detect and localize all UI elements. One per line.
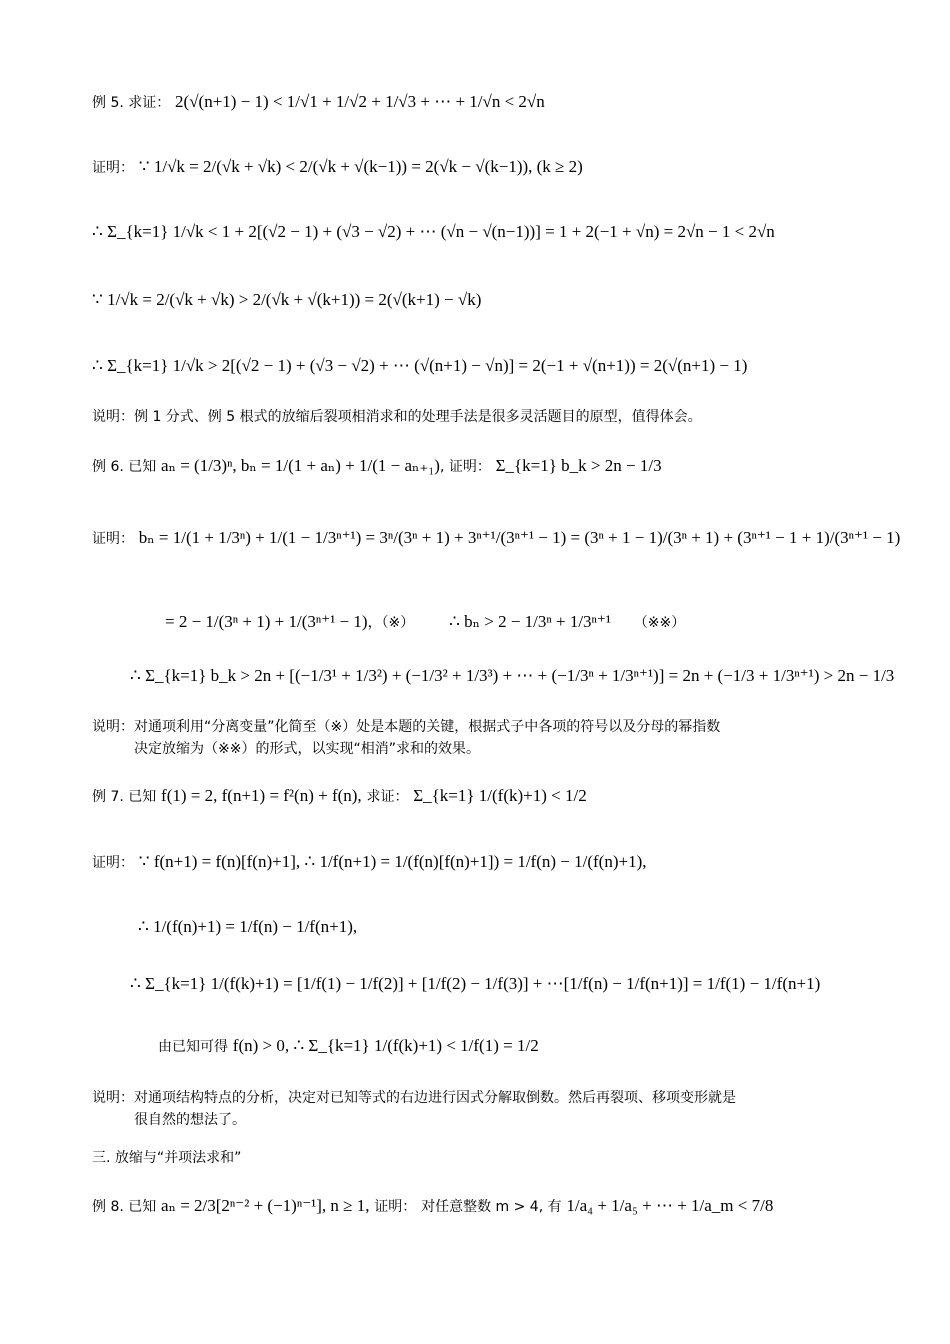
ex5-step2-formula: ∴ Σ_{k=1} 1/√k < 1 + 2[(√2 − 1) + (√3 − √2) + ⋯ (√n − √(n−1))] = 1 + 2(−1 + √n) = 2√n − 1 < 2√n bbox=[92, 222, 775, 241]
ex7-proof-label: 证明： bbox=[92, 855, 134, 871]
ex8-claim: 1/a₄ + 1/a₅ + ⋯ + 1/a_m < 7/8 bbox=[566, 1196, 774, 1215]
section3-title: 三. 放缩与“并项法求和” bbox=[92, 1150, 242, 1166]
ex7-note bbox=[92, 1087, 867, 1131]
ex6-proof-step3 bbox=[130, 666, 894, 686]
ex6-step1-formula: bₙ = 1/(1 + 1/3ⁿ) + 1/(1 − 1/3ⁿ⁺¹) = 3ⁿ/(3ⁿ + 1) + 3ⁿ⁺¹/(3ⁿ⁺¹ − 1) = (3ⁿ + 1 − 1)/(3ⁿ + 1) + (3ⁿ⁺¹ − 1 + 1)/(3ⁿ⁺¹ − 1) bbox=[138, 528, 901, 547]
ex5-proof-step4 bbox=[92, 356, 747, 376]
ex6-mark1: ，（※） bbox=[367, 615, 415, 631]
ex5-step1-formula: ∵ 1/√k = 2/(√k + √k) < 2/(√k + √(k−1)) = 2(√k − √(k−1)), (k ≥ 2) bbox=[138, 157, 583, 176]
ex6-label: 例 6. 已知 bbox=[92, 459, 157, 475]
ex5-proof-step2 bbox=[92, 222, 775, 242]
ex5-label: 例 5. 求证： bbox=[92, 95, 171, 111]
ex6-note-line2: 决定放缩为（※※）的形式，以实现“相消”求和的效果。 bbox=[134, 741, 480, 757]
ex7-step3-formula: ∴ Σ_{k=1} 1/(f(k)+1) = [1/f(1) − 1/f(2)] + [1/f(2) − 1/f(3)] + ⋯[1/f(n) − 1/f(n+1)] = 1/f(1) − 1/f(n+1) bbox=[130, 974, 821, 993]
ex7-step2-formula: ∴ 1/(f(n)+1) = 1/f(n) − 1/f(n+1), bbox=[138, 917, 358, 936]
ex8-claim-text: 对任意整数 m > 4, 有 bbox=[421, 1199, 562, 1215]
ex7-note-line2: 很自然的想法了。 bbox=[134, 1112, 246, 1128]
ex7-given: f(1) = 2, f(n+1) = f²(n) + f(n), bbox=[161, 786, 362, 805]
ex8-statement bbox=[92, 1196, 773, 1217]
ex7-proof-step2 bbox=[138, 917, 357, 937]
ex5-formula: 2(√(n+1) − 1) < 1/√1 + 1/√2 + 1/√3 + ⋯ + 1/√n < 2√n bbox=[175, 92, 545, 111]
ex7-proof-step3 bbox=[130, 974, 820, 994]
ex5-statement bbox=[92, 92, 545, 113]
ex5-note-text: 说明：例 1 分式、例 5 根式的放缩后裂项相消求和的处理手法是很多灵活题目的原型，值得体会。 bbox=[92, 409, 702, 425]
ex7-label: 例 7. 已知 bbox=[92, 789, 157, 805]
ex7-proof-step4 bbox=[158, 1036, 539, 1057]
ex6-proof-label: 证明： bbox=[92, 531, 134, 547]
ex5-step4-formula: ∴ Σ_{k=1} 1/√k > 2[(√2 − 1) + (√3 − √2) + ⋯ (√(n+1) − √n)] = 2(−1 + √(n+1)) = 2(√(n+1) − 1) bbox=[92, 356, 748, 375]
ex6-note bbox=[92, 716, 867, 760]
ex6-proof-step2 bbox=[165, 612, 685, 633]
ex5-proof-step3 bbox=[92, 290, 481, 310]
ex7-step4-formula: f(n) > 0, ∴ Σ_{k=1} 1/(f(k)+1) < 1/f(1) = 1/2 bbox=[232, 1036, 539, 1055]
ex6-claim: Σ_{k=1} b_k > 2n − 1/3 bbox=[495, 456, 662, 475]
ex6-note-line1: 说明：对通项利用“分离变量”化简至（※）处是本题的关键，根据式子中各项的符号以及分母的幂指数 bbox=[92, 719, 721, 735]
ex6-given: aₙ = (1/3)ⁿ, bₙ = 1/(1 + aₙ) + 1/(1 − aₙ₊₁) bbox=[161, 456, 440, 475]
ex7-proof-step1 bbox=[92, 852, 647, 873]
ex6-prove-label: , 证明： bbox=[439, 459, 491, 475]
ex8-prove-label: 证明： bbox=[374, 1199, 417, 1215]
ex6-step3-formula: ∴ Σ_{k=1} b_k > 2n + [(−1/3¹ + 1/3²) + (−1/3² + 1/3³) + ⋯ + (−1/3ⁿ + 1/3ⁿ⁺¹)] = 2n + (−1/3 + 1/3ⁿ⁺¹) > 2n − 1/3 bbox=[130, 666, 895, 685]
ex7-step1-formula: ∵ f(n+1) = f(n)[f(n)+1], ∴ 1/f(n+1) = 1/(f(n)[f(n)+1]) = 1/f(n) − 1/(f(n)+1), bbox=[138, 852, 647, 871]
ex8-label: 例 8. 已知 bbox=[92, 1199, 157, 1215]
ex6-step2b-formula: ∴ bₙ > 2 − 1/3ⁿ + 1/3ⁿ⁺¹ bbox=[449, 612, 611, 631]
ex7-note-line1: 说明：对通项结构特点的分析，决定对已知等式的右边进行因式分解取倒数。然后再裂项、移项变形就是 bbox=[92, 1090, 736, 1106]
section3-heading bbox=[92, 1148, 241, 1168]
ex6-mark2: （※※） bbox=[633, 615, 686, 631]
ex6-proof-step1 bbox=[92, 528, 900, 549]
ex7-prove-label: 求证： bbox=[366, 789, 409, 805]
ex7-claim: Σ_{k=1} 1/(f(k)+1) < 1/2 bbox=[413, 786, 587, 805]
ex7-statement bbox=[92, 786, 587, 807]
ex5-proof-step1 bbox=[92, 157, 583, 178]
ex5-step3-formula: ∵ 1/√k = 2/(√k + √k) > 2/(√k + √(k+1)) = 2(√(k+1) − √k) bbox=[92, 290, 482, 309]
ex5-proof-label: 证明： bbox=[92, 160, 134, 176]
ex5-note bbox=[92, 406, 867, 428]
ex6-step2-formula: = 2 − 1/(3ⁿ + 1) + 1/(3ⁿ⁺¹ − 1) bbox=[165, 612, 368, 631]
ex8-given: aₙ = 2/3[2ⁿ⁻² + (−1)ⁿ⁻¹], n ≥ 1, bbox=[161, 1196, 370, 1215]
ex6-statement bbox=[92, 456, 662, 477]
ex7-step4-text: 由已知可得 bbox=[158, 1039, 228, 1055]
